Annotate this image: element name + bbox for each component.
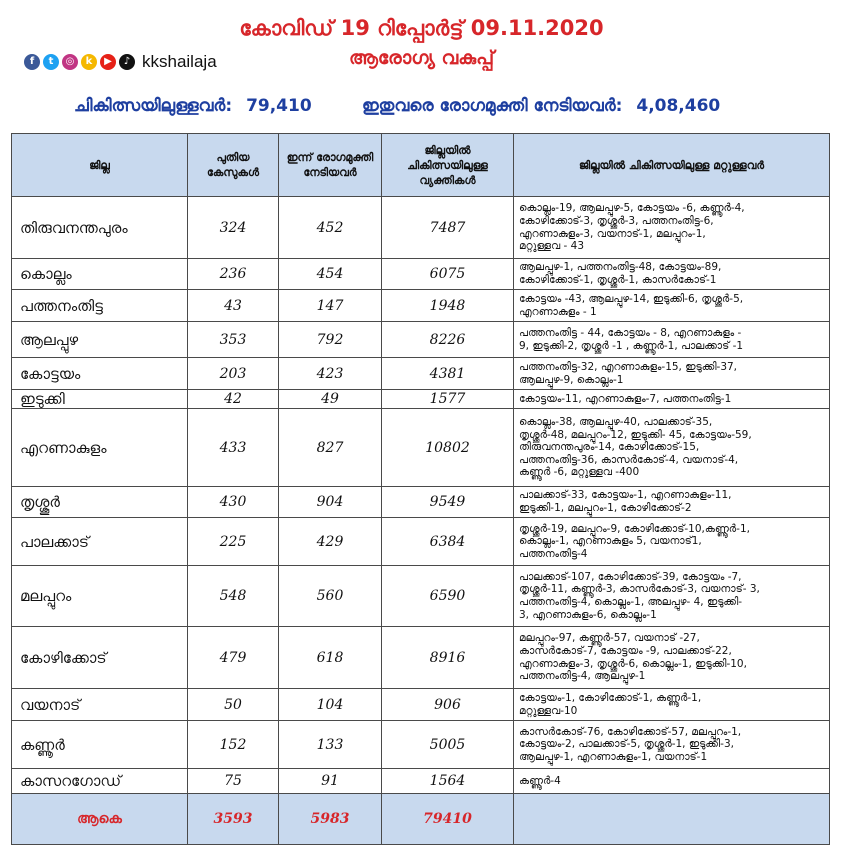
new-cases: 43 <box>188 290 279 322</box>
recovered-summary <box>362 96 720 116</box>
department-title: ആരോഗ്യ വകുപ്പ് <box>348 47 495 69</box>
others-detail: കൊല്ലം-38, ആലപ്പുഴ-40, പാലക്കാട്-35, തൃശ്ശൂർ-48, മലപ്പുറം-12, ഇടുക്കി- 45, കോട്ടയം-59, തിരുവനന്തപുരം-14, കോഴിക്കോട്-15, പത്തനംതിട്ട-36, കാസർകോട്-4, വയനാട്-4, കണ്ണൂർ -6, മറ്റുള്ളവ -400 <box>514 409 830 487</box>
others-detail: പത്തനംതിട്ട - 44, കോട്ടയം - 8, എറണാകുളം - 9, ഇടുക്കി-2, തൃശ്ശൂർ -1 , കണ്ണൂർ-1, പാലക്കാട് -1 <box>514 322 830 358</box>
others-detail: കൊല്ലം-19, ആലപ്പുഴ-5, കോട്ടയം -6, കണ്ണൂർ-4, കോഴിക്കോട്-3, തൃശ്ശൂർ-3, പത്തനംതിട്ട-6, എറണാകുളം-3, വയനാട്-1, മലപ്പുറം-1, മറ്റുള്ളവ - 43 <box>514 197 830 259</box>
table-row <box>12 566 830 627</box>
others-detail: കോട്ടയം-1, കോഴിക്കോട്-1, കണ്ണൂർ-1, മറ്റുള്ളവ-10 <box>514 689 830 721</box>
recovered-today: 454 <box>279 259 382 290</box>
table-row <box>12 390 830 409</box>
recovered-today: 792 <box>279 322 382 358</box>
under-treatment: 4381 <box>382 358 514 390</box>
others-detail: പത്തനംതിട്ട-32, എറണാകുളം-15, ഇടുക്കി-37, ആലപ്പുഴ-9, കൊല്ലം-1 <box>514 358 830 390</box>
district-name: വയനാട് <box>12 689 188 721</box>
new-cases: 236 <box>188 259 279 290</box>
new-cases: 479 <box>188 627 279 689</box>
table-row <box>12 689 830 721</box>
district-name: കൊല്ലം <box>12 259 188 290</box>
under-treatment: 6590 <box>382 566 514 627</box>
under-treatment: 10802 <box>382 409 514 487</box>
active-label: ചികിത്സയിലുള്ളവർ: <box>74 96 233 116</box>
recovered-value: 4,08,460 <box>636 96 721 116</box>
recovered-today: 452 <box>279 197 382 259</box>
others-detail: കോട്ടയം -43, ആലപ്പുഴ-14, ഇടുക്കി-6, തൃശ്ശൂർ-5, എറണാകുളം - 1 <box>514 290 830 322</box>
under-treatment: 7487 <box>382 197 514 259</box>
district-name: കോഴിക്കോട് <box>12 627 188 689</box>
recovered-today: 133 <box>279 721 382 769</box>
table-row <box>12 409 830 487</box>
col-under-treatment: ജില്ലയിൽ ചികിത്സയിലുള്ള വ്യക്തികൾ <box>382 134 514 197</box>
district-name: കാസറഗോഡ് <box>12 769 188 794</box>
under-treatment: 9549 <box>382 487 514 518</box>
under-treatment: 906 <box>382 689 514 721</box>
others-detail: ആലപ്പുഴ-1, പത്തനംതിട്ട-48, കോട്ടയം-89, കോഴിക്കോട്-1, തൃശ്ശൂർ-1, കാസർകോട്-1 <box>514 259 830 290</box>
recovered-today: 827 <box>279 409 382 487</box>
district-name: തിരുവനന്തപുരം <box>12 197 188 259</box>
table-row <box>12 358 830 390</box>
district-name: തൃശ്ശൂർ <box>12 487 188 518</box>
col-recovered-today: ഇന്ന് രോഗമുക്തി നേടിയവർ <box>279 134 382 197</box>
table-row <box>12 290 830 322</box>
twitter-icon[interactable]: t <box>43 54 59 70</box>
others-detail: പാലക്കാട്-33, കോട്ടയം-1, എറണാകുളം-11, ഇടുക്കി-1, മലപ്പുറം-1, കോഴിക്കോട്-2 <box>514 487 830 518</box>
koo-icon[interactable]: k <box>81 54 97 70</box>
recovered-label: ഇതുവരെ രോഗമുക്തി നേടിയവർ: <box>362 96 623 116</box>
total-others <box>514 794 830 845</box>
district-name: മലപ്പുറം <box>12 566 188 627</box>
recovered-today: 560 <box>279 566 382 627</box>
total-label: ആകെ <box>12 794 188 845</box>
district-name: എറണാകുളം <box>12 409 188 487</box>
under-treatment: 8226 <box>382 322 514 358</box>
under-treatment: 1577 <box>382 390 514 409</box>
new-cases: 324 <box>188 197 279 259</box>
youtube-icon[interactable]: ▶ <box>100 54 116 70</box>
recovered-today: 904 <box>279 487 382 518</box>
social-handle[interactable]: kkshailaja <box>142 52 217 71</box>
instagram-icon[interactable]: ◎ <box>62 54 78 70</box>
new-cases: 42 <box>188 390 279 409</box>
recovered-today: 423 <box>279 358 382 390</box>
col-others: ജില്ലയിൽ ചികിത്സയിലുള്ള മറ്റുള്ളവർ <box>514 134 830 197</box>
recovered-today: 91 <box>279 769 382 794</box>
under-treatment: 5005 <box>382 721 514 769</box>
tiktok-icon[interactable]: ♪ <box>119 54 135 70</box>
table-row <box>12 769 830 794</box>
recovered-today: 104 <box>279 689 382 721</box>
others-detail: കണ്ണൂർ-4 <box>514 769 830 794</box>
under-treatment: 6075 <box>382 259 514 290</box>
under-treatment: 6384 <box>382 518 514 566</box>
recovered-today: 147 <box>279 290 382 322</box>
others-detail: കോട്ടയം-11, എറണാകുളം-7, പത്തനംതിട്ട-1 <box>514 390 830 409</box>
others-detail: മലപ്പുറം-97, കണ്ണൂർ-57, വയനാട് -27, കാസർകോട്-7, കോട്ടയം -9, പാലക്കാട്-22, എറണാകുളം-3, തൃശ്ശൂർ-6, കൊല്ലം-1, ഇടുക്കി-10, പത്തനംതിട്ട-4, ആലപ്പുഴ-1 <box>514 627 830 689</box>
new-cases: 203 <box>188 358 279 390</box>
district-name: പാലക്കാട് <box>12 518 188 566</box>
recovered-today: 49 <box>279 390 382 409</box>
new-cases: 548 <box>188 566 279 627</box>
total-under-treatment: 79410 <box>382 794 514 845</box>
new-cases: 152 <box>188 721 279 769</box>
total-new-cases: 3593 <box>188 794 279 845</box>
district-name: ആലപ്പുഴ <box>12 322 188 358</box>
table-row <box>12 518 830 566</box>
under-treatment: 1564 <box>382 769 514 794</box>
new-cases: 433 <box>188 409 279 487</box>
table-row <box>12 322 830 358</box>
others-detail: പാലക്കാട്-107, കോഴിക്കോട്-39, കോട്ടയം -7, തൃശ്ശൂർ-11, കണ്ണൂർ-3, കാസർകോട്-3, വയനാട്- 3, പത്തനംതിട്ട-4, കൊല്ലം-1, അലപ്പുഴ- 4, ഇടുക്കി- 3, എറണാകുളം-6, കൊല്ലം-1 <box>514 566 830 627</box>
district-table <box>11 133 830 845</box>
col-new-cases: പുതിയ കേസുകൾ <box>188 134 279 197</box>
recovered-today: 618 <box>279 627 382 689</box>
district-name: കോട്ടയം <box>12 358 188 390</box>
district-name: കണ്ണൂർ <box>12 721 188 769</box>
table-row <box>12 627 830 689</box>
facebook-icon[interactable]: f <box>24 54 40 70</box>
under-treatment: 8916 <box>382 627 514 689</box>
social-bar <box>24 52 217 72</box>
others-detail: കാസർകോട്-76, കോഴിക്കോട്-57, മലപ്പുറം-1, കോട്ടയം-2, പാലക്കാട്-5, തൃശ്ശൂർ-1, ഇടുക്കി-3, ആലപ്പുഴ-1, എറണാകുളം-1, വയനാട്-1 <box>514 721 830 769</box>
active-value: 79,410 <box>246 96 312 116</box>
active-summary <box>74 96 312 116</box>
table-header-row <box>12 134 830 197</box>
col-district: ജില്ല <box>12 134 188 197</box>
recovered-today: 429 <box>279 518 382 566</box>
table-row <box>12 721 830 769</box>
district-name: പത്തനംതിട്ട <box>12 290 188 322</box>
new-cases: 430 <box>188 487 279 518</box>
table-row <box>12 259 830 290</box>
others-detail: തൃശ്ശൂർ-19, മലപ്പുറം-9, കോഴിക്കോട്-10,കണ്ണൂർ-1, കൊല്ലം-1, എറണാകുളം 5, വയനാട്1, പത്തനംതിട്ട-4 <box>514 518 830 566</box>
new-cases: 50 <box>188 689 279 721</box>
new-cases: 353 <box>188 322 279 358</box>
new-cases: 75 <box>188 769 279 794</box>
table-row <box>12 487 830 518</box>
district-name: ഇടുക്കി <box>12 390 188 409</box>
under-treatment: 1948 <box>382 290 514 322</box>
new-cases: 225 <box>188 518 279 566</box>
report-title: കോവിഡ് 19 റിപ്പോർട്ട് 09.11.2020 <box>239 16 604 40</box>
table-row <box>12 197 830 259</box>
total-row <box>12 794 830 845</box>
total-recovered: 5983 <box>279 794 382 845</box>
